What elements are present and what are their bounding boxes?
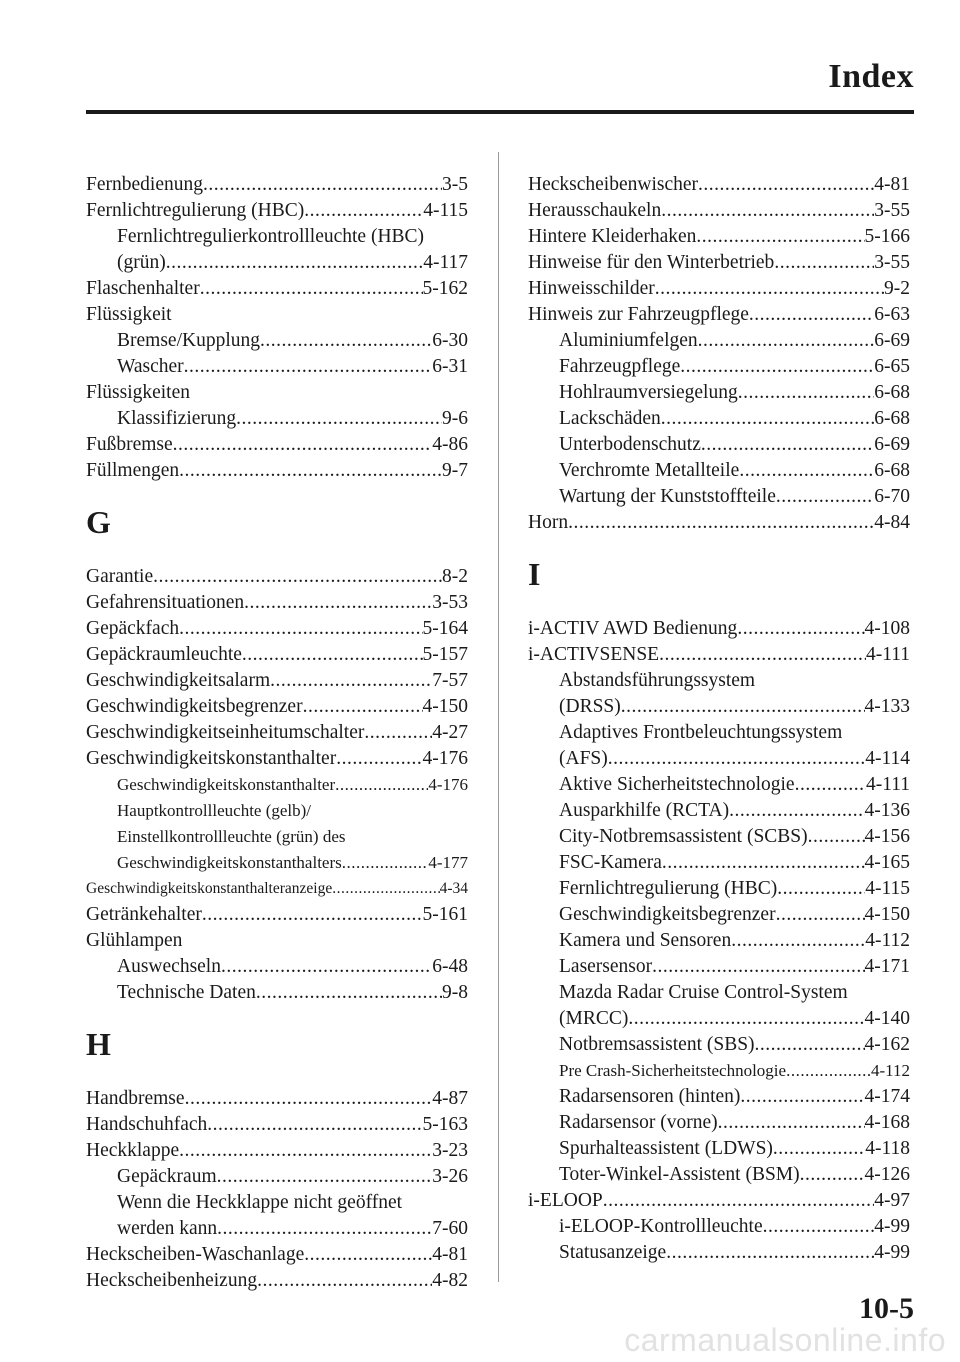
dot-leader	[729, 798, 864, 824]
index-subentry	[86, 1216, 468, 1242]
index-subentry	[528, 1084, 910, 1110]
index-entry	[86, 694, 468, 720]
index-entry	[86, 668, 468, 694]
dot-leader	[698, 172, 874, 198]
index-page-ref: 6-70	[874, 486, 910, 507]
index-page-ref: 3-55	[874, 200, 910, 221]
index-page-ref: 6-63	[874, 304, 910, 325]
dot-leader	[185, 1086, 433, 1112]
dot-leader	[221, 954, 432, 980]
index-page-ref: 4-176	[428, 775, 468, 794]
index-page-ref: 4-133	[864, 696, 910, 717]
index-term: Lackschäden	[559, 408, 661, 429]
index-entry	[86, 458, 468, 484]
index-term: Geschwindigkeitsbegrenzer	[86, 696, 303, 717]
index-page-ref: 3-53	[432, 592, 468, 613]
dot-leader	[731, 928, 865, 954]
index-page-ref: 6-68	[874, 408, 910, 429]
index-page-ref: 4-112	[870, 1061, 910, 1080]
index-term: Heckklappe	[86, 1140, 180, 1161]
index-page-ref: 3-23	[432, 1140, 468, 1161]
index-entry	[86, 432, 468, 458]
index-page-ref: 4-82	[432, 1270, 468, 1291]
dot-leader	[304, 1242, 432, 1268]
index-page-ref: 6-69	[874, 434, 910, 455]
index-entry	[86, 902, 468, 928]
index-page-ref: 4-108	[864, 618, 910, 639]
index-entry	[86, 198, 468, 224]
index-term: Hinweisschilder	[528, 278, 655, 299]
section-letter: I	[528, 556, 541, 592]
index-subentry	[86, 850, 468, 876]
index-term: Füllmengen	[86, 460, 180, 481]
index-page-ref: 6-68	[874, 382, 910, 403]
dot-leader	[662, 850, 865, 876]
dot-leader	[738, 380, 875, 406]
index-subentry	[528, 380, 910, 406]
dot-leader	[270, 668, 432, 694]
index-page-ref: 6-48	[432, 956, 468, 977]
dot-leader	[202, 902, 423, 928]
index-subentry	[528, 1162, 910, 1188]
index-term: Verchromte Metallteile	[559, 460, 740, 481]
index-term: (AFS)	[559, 748, 608, 769]
index-term: Kamera und Sensoren	[559, 930, 732, 951]
index-page-ref: 4-99	[874, 1242, 910, 1263]
index-entry	[86, 172, 468, 198]
index-line: Mazda Radar Cruise Control-System	[559, 982, 848, 1003]
index-subentry	[86, 328, 468, 354]
index-subentry	[528, 1110, 910, 1136]
index-page-ref: 6-68	[874, 460, 910, 481]
index-subentry	[528, 354, 910, 380]
dot-leader	[568, 510, 874, 536]
index-line: Flüssigkeiten	[86, 382, 191, 403]
dot-leader	[680, 354, 874, 380]
index-term: Statusanzeige	[559, 1242, 667, 1263]
index-page-ref: 4-112	[865, 930, 910, 951]
index-term: Geschwindigkeitsalarm	[86, 670, 271, 691]
index-page-ref: 5-163	[422, 1114, 468, 1135]
index-term: Aluminiumfelgen	[559, 330, 698, 351]
index-line: Adaptives Frontbeleuchtungssystem	[559, 722, 843, 743]
dot-leader	[236, 406, 442, 432]
dot-leader	[304, 198, 423, 224]
index-term: Wascher	[117, 356, 184, 377]
index-term: Hintere Kleiderhaken	[528, 226, 697, 247]
index-term: Heckscheiben-Waschanlage	[86, 1244, 305, 1265]
index-page-ref: 6-31	[432, 356, 468, 377]
index-subentry	[528, 1006, 910, 1032]
index-page-ref: 4-34	[439, 880, 468, 897]
index-page-ref: 4-27	[432, 722, 468, 743]
index-page-ref: 6-69	[874, 330, 910, 351]
dot-leader	[755, 1032, 865, 1058]
dot-leader	[621, 694, 865, 720]
dot-leader	[203, 172, 442, 198]
dot-leader	[786, 1058, 871, 1084]
index-page-ref: 4-81	[874, 174, 910, 195]
dot-leader	[332, 876, 439, 902]
dot-leader	[364, 720, 432, 746]
index-page-ref: 4-87	[432, 1088, 468, 1109]
index-entry	[528, 510, 910, 536]
dot-leader	[795, 772, 866, 798]
index-page-ref: 4-118	[865, 1138, 910, 1159]
index-page-ref: 4-117	[423, 252, 468, 273]
index-subentry	[528, 954, 910, 980]
index-subentry	[528, 328, 910, 354]
index-page-ref: 4-165	[864, 852, 910, 873]
index-term: Handschuhfach	[86, 1114, 208, 1135]
index-term: (MRCC)	[559, 1008, 629, 1029]
index-term: Hinweis zur Fahrzeugpflege	[528, 304, 749, 325]
watermark: carmanualsonline.info	[624, 1322, 946, 1358]
index-page-ref: 7-60	[432, 1218, 468, 1239]
dot-leader	[217, 1164, 433, 1190]
page-title: Index	[828, 58, 914, 95]
index-subentry	[528, 484, 910, 510]
index-page-ref: 6-65	[874, 356, 910, 377]
dot-leader	[217, 1216, 432, 1242]
dot-leader	[603, 1188, 875, 1214]
index-entry	[528, 198, 910, 224]
index-subentry	[86, 250, 468, 276]
index-term: Wartung der Kunststoffteile	[559, 486, 776, 507]
index-subentry	[528, 406, 910, 432]
index-page-ref: 5-162	[422, 278, 468, 299]
index-subentry	[86, 406, 468, 432]
dot-leader	[737, 616, 864, 642]
dot-leader	[179, 1138, 432, 1164]
index-term: Radarsensoren (hinten)	[559, 1086, 741, 1107]
dot-leader	[774, 250, 874, 276]
index-page-ref: 7-57	[432, 670, 468, 691]
dot-leader	[179, 616, 422, 642]
dot-leader	[666, 1240, 874, 1266]
index-line: Flüssigkeit	[86, 304, 172, 325]
index-subentry	[528, 772, 910, 798]
index-subentry	[86, 980, 468, 1006]
dot-leader	[153, 564, 442, 590]
index-subentry	[528, 1214, 910, 1240]
index-term: Klassifizierung	[117, 408, 237, 429]
index-term: Unterbodenschutz	[559, 434, 701, 455]
index-line: Abstandsführungssystem	[559, 670, 756, 691]
index-term: Pre Crash-Sicherheitstechnologie	[559, 1061, 787, 1080]
index-subentry	[86, 1164, 468, 1190]
index-subentry	[528, 694, 910, 720]
index-term: City-Notbremsassistent (SCBS)	[559, 826, 808, 847]
index-entry	[528, 172, 910, 198]
index-subentry	[528, 1032, 910, 1058]
dot-leader	[166, 250, 423, 276]
dot-leader	[184, 354, 433, 380]
index-page-ref: 4-162	[864, 1034, 910, 1055]
index-page-ref: 9-6	[442, 408, 468, 429]
index-subentry	[86, 772, 468, 798]
index-term: Notbremsassistent (SBS)	[559, 1034, 755, 1055]
index-entry	[86, 1242, 468, 1268]
index-entry	[528, 276, 910, 302]
dot-leader	[244, 590, 432, 616]
index-term: Geschwindigkeitskonstanthalter	[117, 775, 336, 794]
page-number: 10-5	[859, 1292, 914, 1325]
dot-leader	[698, 328, 875, 354]
dot-leader	[776, 902, 865, 928]
index-term: Spurhalteassistent (LDWS)	[559, 1138, 773, 1159]
index-page-ref: 4-136	[864, 800, 910, 821]
index-subentry	[528, 824, 910, 850]
index-subentry	[528, 850, 910, 876]
index-term: i-ACTIV AWD Bedienung	[528, 618, 738, 639]
index-term: Hinweise für den Winterbetrieb	[528, 252, 775, 273]
index-term: Gepäckfach	[86, 618, 180, 639]
index-page-ref: 9-8	[442, 982, 468, 1003]
index-entry	[86, 590, 468, 616]
column-divider	[498, 152, 499, 1282]
dot-leader	[773, 1136, 865, 1162]
index-term: Gepäckraum	[117, 1166, 217, 1187]
index-page-ref: 4-115	[865, 878, 910, 899]
index-term: Auswechseln	[117, 956, 221, 977]
index-term: Fußbremse	[86, 434, 173, 455]
index-subentry	[528, 458, 910, 484]
index-page-ref: 9-7	[442, 460, 468, 481]
dot-leader	[628, 1006, 864, 1032]
dot-leader	[776, 484, 874, 510]
dot-leader	[808, 824, 865, 850]
dot-leader	[336, 746, 422, 772]
index-line: Einstellkontrollleuchte (grün) des	[117, 827, 346, 846]
index-term: Gefahrensituationen	[86, 592, 245, 613]
index-line: Fernlichtregulierkontrollleuchte (HBC)	[117, 226, 425, 247]
index-term: Fernlichtregulierung (HBC)	[86, 200, 305, 221]
index-page-ref: 9-2	[884, 278, 910, 299]
index-page-ref: 4-140	[864, 1008, 910, 1029]
index-term: Fernbedienung	[86, 174, 203, 195]
index-term: Geschwindigkeitskonstanthalteranzeige	[86, 880, 333, 897]
index-entry	[528, 302, 910, 328]
index-page-ref: 4-84	[874, 512, 910, 533]
index-term: (grün)	[117, 252, 166, 273]
index-page-ref: 4-86	[432, 434, 468, 455]
index-entry	[86, 1086, 468, 1112]
index-page-ref: 4-176	[422, 748, 468, 769]
index-page-ref: 8-2	[442, 566, 468, 587]
dot-leader	[260, 328, 432, 354]
index-page-ref: 5-157	[422, 644, 468, 665]
index-term: Flaschenhalter	[86, 278, 200, 299]
dot-leader	[739, 458, 874, 484]
index-term: Ausparkhilfe (RCTA)	[559, 800, 730, 821]
index-line: Wenn die Heckklappe nicht geöffnet	[117, 1192, 403, 1213]
section-letter: G	[86, 504, 111, 540]
index-subentry	[528, 798, 910, 824]
index-page-ref: 5-164	[422, 618, 468, 639]
index-term: i-ELOOP-Kontrollleuchte	[559, 1216, 763, 1237]
index-page-ref: 5-161	[422, 904, 468, 925]
index-entry	[528, 616, 910, 642]
index-term: Geschwindigkeitseinheitumschalter	[86, 722, 365, 743]
index-term: Horn	[528, 512, 569, 533]
index-line: Glühlampen	[86, 930, 183, 951]
header-rule	[86, 110, 914, 114]
dot-leader	[200, 276, 423, 302]
index-page-ref: 4-99	[874, 1216, 910, 1237]
index-entry	[528, 1188, 910, 1214]
index-term: Fernlichtregulierung (HBC)	[559, 878, 778, 899]
index-page-ref: 4-97	[874, 1190, 910, 1211]
index-page-ref: 3-26	[432, 1166, 468, 1187]
section-letter: H	[86, 1026, 111, 1062]
index-entry	[528, 224, 910, 250]
dot-leader	[701, 432, 874, 458]
index-page-ref: 5-166	[864, 226, 910, 247]
dot-leader	[659, 642, 866, 668]
index-term: Geschwindigkeitskonstanthalter	[86, 748, 337, 769]
index-page-ref: 4-115	[423, 200, 468, 221]
index-term: Radarsensor (vorne)	[559, 1112, 718, 1133]
index-term: Heckscheibenwischer	[528, 174, 699, 195]
dot-leader	[256, 980, 442, 1006]
dot-leader	[749, 302, 874, 328]
index-term: werden kann	[117, 1218, 218, 1239]
index-term: Geschwindigkeitsbegrenzer	[559, 904, 776, 925]
index-page-ref: 3-55	[874, 252, 910, 273]
index-term: i-ELOOP	[528, 1190, 603, 1211]
index-subentry	[528, 928, 910, 954]
dot-leader	[335, 772, 428, 798]
index-entry	[86, 276, 468, 302]
index-subentry	[528, 1136, 910, 1162]
index-term: Handbremse	[86, 1088, 185, 1109]
dot-leader	[207, 1112, 422, 1138]
index-page-ref: 4-168	[864, 1112, 910, 1133]
index-entry	[86, 616, 468, 642]
index-page-ref: 6-30	[432, 330, 468, 351]
index-term: Lasersensor	[559, 956, 653, 977]
dot-leader	[179, 458, 442, 484]
index-page-ref: 4-174	[864, 1086, 910, 1107]
index-entry	[86, 1138, 468, 1164]
index-entry	[86, 720, 468, 746]
index-term: Technische Daten	[117, 982, 256, 1003]
index-entry	[86, 1112, 468, 1138]
index-term: Fahrzeugpflege	[559, 356, 681, 377]
index-column-left	[86, 172, 468, 1294]
index-subentry	[528, 432, 910, 458]
dot-leader	[655, 276, 884, 302]
index-column-right	[528, 172, 910, 1266]
index-page-ref: 3-5	[442, 174, 468, 195]
index-term: (DRSS)	[559, 696, 621, 717]
index-page-ref: 4-126	[864, 1164, 910, 1185]
index-subentry	[528, 1058, 910, 1084]
index-entry	[86, 1268, 468, 1294]
index-page-ref: 4-177	[428, 853, 468, 872]
index-entry	[86, 876, 468, 902]
index-page-ref: 4-156	[864, 826, 910, 847]
index-term: Heckscheibenheizung	[86, 1270, 258, 1291]
index-page-ref: 4-150	[422, 696, 468, 717]
index-term: Hohlraumversiegelung	[559, 382, 738, 403]
index-page-ref: 4-171	[864, 956, 910, 977]
index-entry	[86, 564, 468, 590]
index-subentry	[528, 1240, 910, 1266]
index-subentry	[528, 902, 910, 928]
index-line: Hauptkontrollleuchte (gelb)/	[117, 801, 312, 820]
index-entry	[86, 642, 468, 668]
index-entry	[528, 250, 910, 276]
dot-leader	[763, 1214, 875, 1240]
dot-leader	[800, 1162, 865, 1188]
dot-leader	[777, 876, 865, 902]
index-page-ref: 4-111	[865, 644, 910, 665]
index-term: i-ACTIVSENSE	[528, 644, 660, 665]
dot-leader	[257, 1268, 432, 1294]
index-subentry	[86, 954, 468, 980]
dot-leader	[608, 746, 865, 772]
index-page-ref: 4-114	[865, 748, 910, 769]
index-subentry	[528, 746, 910, 772]
dot-leader	[661, 406, 874, 432]
index-page-ref: 4-111	[865, 774, 910, 795]
index-subentry	[528, 876, 910, 902]
dot-leader	[303, 694, 423, 720]
dot-leader	[718, 1110, 865, 1136]
dot-leader	[173, 432, 433, 458]
index-term: Gepäckraumleuchte	[86, 644, 242, 665]
dot-leader	[652, 954, 864, 980]
dot-leader	[661, 198, 874, 224]
index-page-ref: 4-150	[864, 904, 910, 925]
index-entry	[86, 746, 468, 772]
dot-leader	[242, 642, 423, 668]
index-term: FSC-Kamera	[559, 852, 662, 873]
index-entry	[528, 642, 910, 668]
index-term: Bremse/Kupplung	[117, 330, 260, 351]
index-term: Aktive Sicherheitstechnologie	[559, 774, 795, 795]
index-term: Garantie	[86, 566, 154, 587]
index-page-ref: 4-81	[432, 1244, 468, 1265]
index-term: Geschwindigkeitskonstanthalters	[117, 853, 342, 872]
index-term: Toter-Winkel-Assistent (BSM)	[559, 1164, 800, 1185]
dot-leader	[696, 224, 864, 250]
index-subentry	[86, 354, 468, 380]
dot-leader	[740, 1084, 864, 1110]
index-term: Herausschaukeln	[528, 200, 662, 221]
index-term: Getränkehalter	[86, 904, 202, 925]
dot-leader	[342, 850, 429, 876]
